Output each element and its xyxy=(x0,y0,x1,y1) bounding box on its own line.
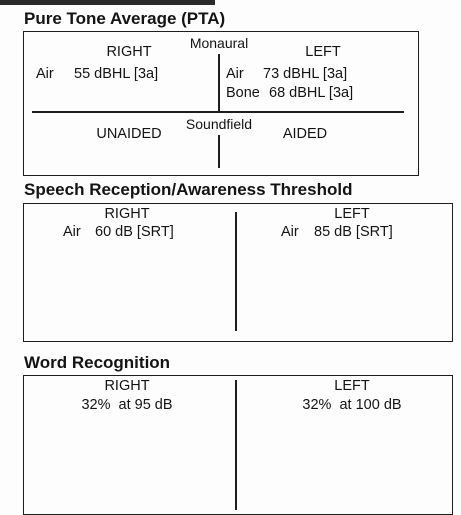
word-divider xyxy=(235,380,237,510)
pta-right-air-label: Air xyxy=(36,66,54,82)
pta-monaural-label: Monaural xyxy=(189,35,249,51)
srt-divider xyxy=(235,212,237,331)
word-box xyxy=(23,375,453,515)
word-right-label: RIGHT xyxy=(104,378,150,394)
pta-right-air-value: 55 dBHL [3a] xyxy=(74,66,159,82)
pta-left-air-label: Air xyxy=(226,66,244,82)
word-right-value: 32% at 95 dB xyxy=(81,397,173,413)
pta-unaided-label: UNAIDED xyxy=(96,126,162,142)
pta-title: Pure Tone Average (PTA) xyxy=(24,9,226,28)
pta-left-bone-label: Bone xyxy=(226,85,260,101)
srt-title: Speech Reception/Awareness Threshold xyxy=(24,180,353,199)
pta-aided-label: AIDED xyxy=(282,126,328,142)
srt-left-label: LEFT xyxy=(334,206,370,222)
pta-left-air-value: 73 dBHL [3a] xyxy=(263,66,348,82)
pta-left-label: LEFT xyxy=(305,44,341,60)
word-left-value: 32% at 100 dB xyxy=(302,397,402,413)
srt-box xyxy=(23,203,453,342)
pta-soundfield-label: Soundfield xyxy=(185,116,253,132)
word-title: Word Recognition xyxy=(24,353,171,372)
word-left-label: LEFT xyxy=(334,378,370,394)
pta-section-divider xyxy=(32,111,404,113)
pta-monaural-divider xyxy=(218,54,220,111)
srt-left-air-value: 85 dB [SRT] xyxy=(314,224,393,240)
srt-left-air-label: Air xyxy=(281,224,299,240)
srt-right-air-label: Air xyxy=(63,224,81,240)
pta-box xyxy=(23,31,419,176)
pta-left-bone-value: 68 dBHL [3a] xyxy=(269,85,354,101)
pta-soundfield-divider xyxy=(218,135,220,168)
pta-right-label: RIGHT xyxy=(106,44,152,60)
srt-right-air-value: 60 dB [SRT] xyxy=(95,224,174,240)
header-bar xyxy=(0,0,215,5)
srt-right-label: RIGHT xyxy=(104,206,150,222)
